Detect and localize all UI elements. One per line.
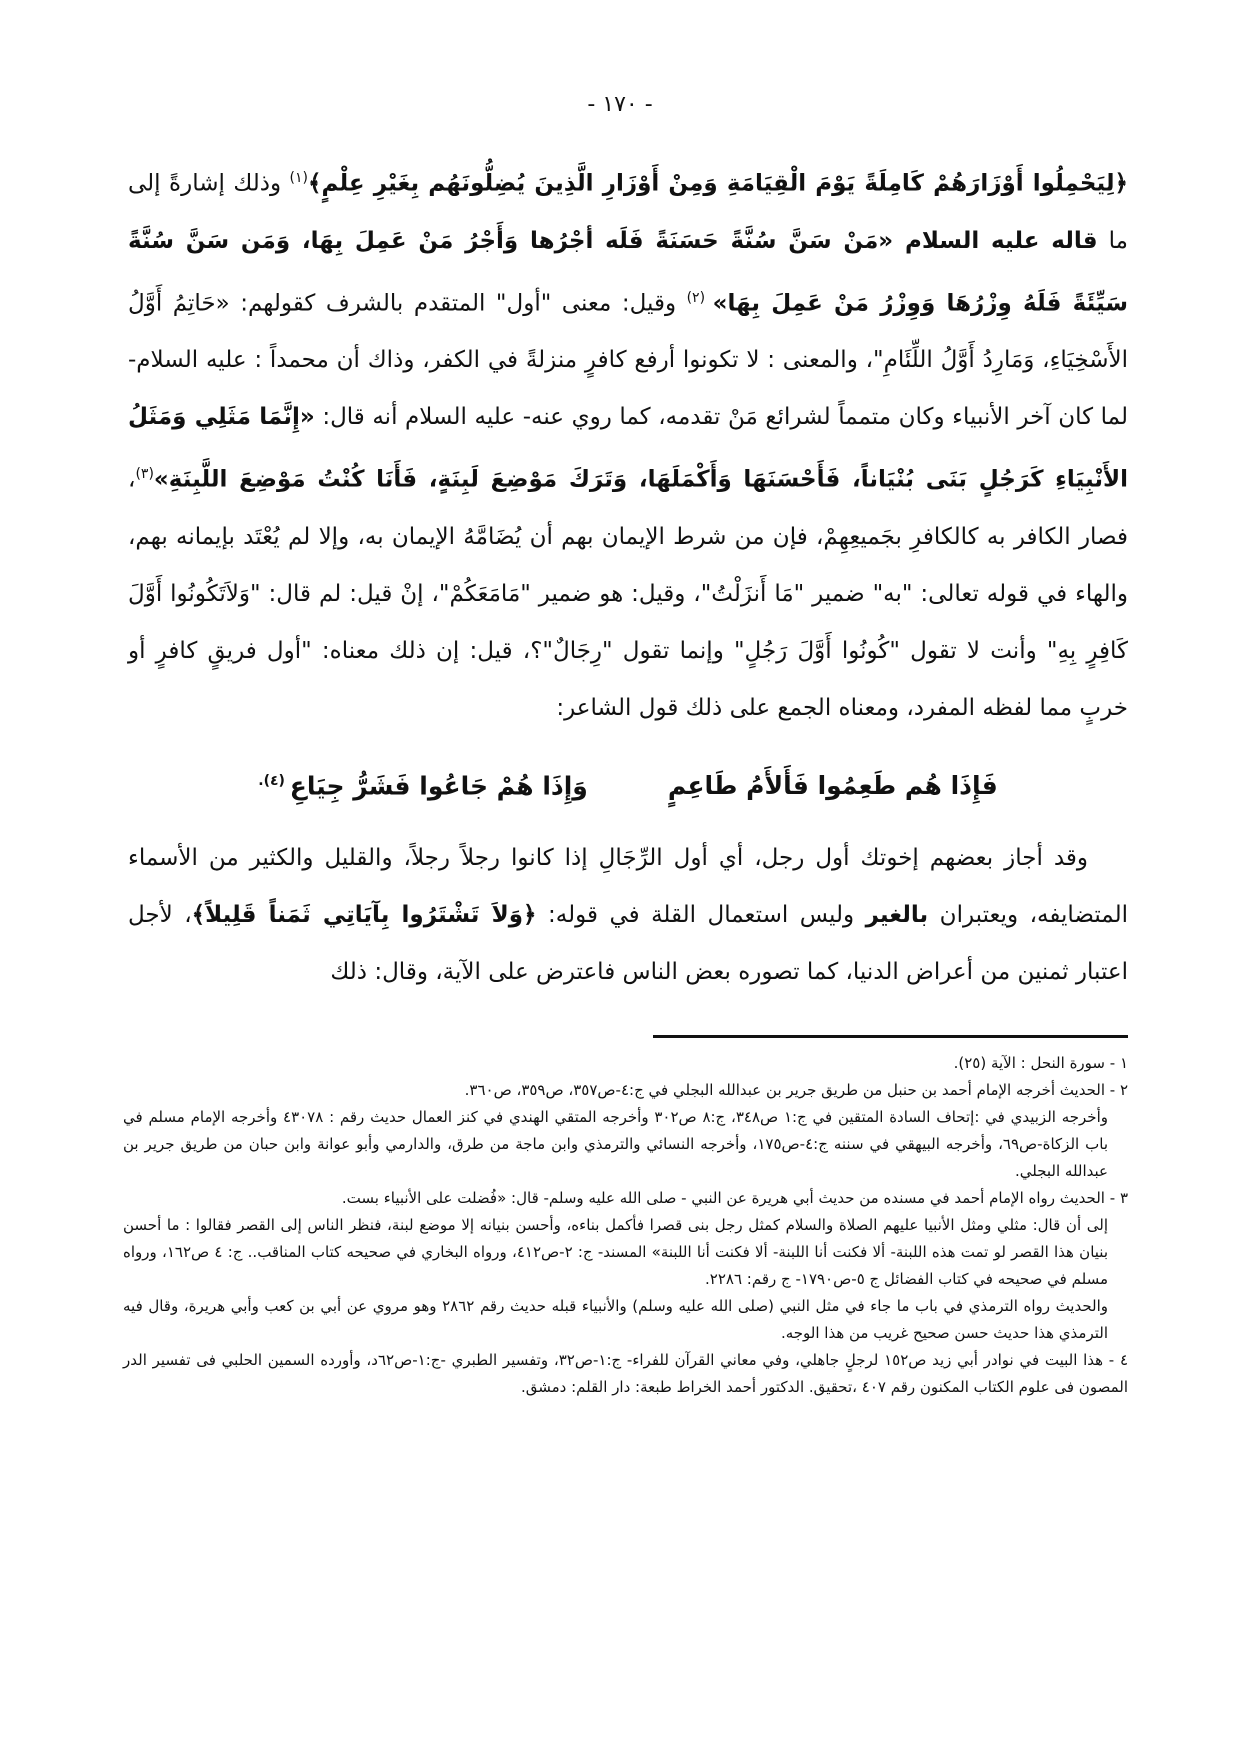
- footnotes: [123, 1050, 1128, 1401]
- body-text-segment: وليس استعمال القلة في قوله:: [536, 902, 866, 929]
- footnote-ref-2[interactable]: (٢): [686, 289, 713, 306]
- body-text-segment: وذلك إشارةً إلى ما: [128, 170, 1128, 254]
- quran-verse: ﴿لِيَحْمِلُوا أَوْزَارَهُمْ كَامِلَةً يَوْمَ الْقِيَامَةِ وَمِنْ أَوْزَارِ الَّذِينَ يُضِلُّونَهُم بِغَيْرِ عِلْمٍ﴾: [308, 170, 1128, 197]
- body-text-segment: ، لأجل اعتبار ثمنين من أعراض الدنيا، كما تصوره بعض الناس فاعترض على الآية، وقال: ذلك: [128, 902, 1128, 986]
- footnote-3-continuation: والحديث رواه الترمذي في باب ما جاء في مثل النبي (صلى الله عليه وسلم) والأنبياء قبله حديث رقم ٢٨٦٢ وهو مروي عن أبي بن كعب وأبي هريرة، وقال فيه الترمذي هذا حديث حسن صحيح غريب من هذا الوجه.: [123, 1297, 1109, 1342]
- footnote-ref-1[interactable]: (١): [289, 170, 309, 186]
- verse-second-hemistich: [258, 751, 588, 816]
- footnote-2-continuation: وأخرجه الزبيدي في :إتحاف السادة المتقين في ج:١ ص٣٤٨، ج:٨ ص٣٠٢ وأخرجه المتقي الهندي في كنز العمال حديث رقم : ٤٣٠٧٨ وأخرجه الإمام مسلم في باب الزكاة-ص٦٩، وأخرجه البيهقي في سننه ج:٤-ص١٧٥، وأخرجه النسائي والترمذي وابن ماجة من طرق، والدارمي وأبو عوانة وابن حبان من طريق جرير بن عبدالله البجلي.: [123, 1108, 1108, 1180]
- footnote-2: ٢ - الحديث أخرجه الإمام أحمد بن حنبل من طريق جرير بن عبدالله البجلي في ج:٤-ص٣٥٧، ص٣٥٩، ص٣٦٠.: [464, 1081, 1128, 1099]
- main-body: [128, 150, 1128, 1001]
- body-text-segment: وقيل: معنى "أول" المتقدم بالشرف كقولهم: «حَاتِمُ أَوَّلُ الأَسْخِيَاءِ، وَمَارِدُ أَوَّلُ اللِّئَامِ"، والمعنى : لا تكونوا أرفع كافرٍ منزلةً في الكفر، وذاك أن محمداً : عليه السلام- لما كان آخر الأنبياء وكان متمماً لشرائع مَنْ تقدمه، كما روي عنه- عليه السلام أنه قال:: [128, 290, 1128, 431]
- footnote-4: ٤ - هذا البيت في نوادر أبي زيد ص١٥٢ لرجلٍ جاهلي، وفي معاني القرآن للفراء- ج:١-ص٣٢، وتفسير الطبري -ج:١-ص٦٢د، وأورده السمين الحلبي فى تفسير الدر المصون فى علوم الكتاب المكنون رقم ٤٠٧ ،تحقيق. الدكتور أحمد الخراط طبعة: دار القلم: دمشق.: [123, 1351, 1128, 1396]
- paragraph-2: [128, 830, 1128, 1001]
- paragraph-1: [128, 150, 1128, 737]
- footnote-3: ٣ - الحديث رواه الإمام أحمد في مسنده من حديث أبي هريرة عن النبي - صلى الله عليه وسلم- قال: «فُضلت على الأنبياء بست.: [341, 1189, 1128, 1207]
- verse-first-hemistich: فَإِذَا هُم طَعِمُوا فَأَلأَمُ طَاعِمٍ: [667, 771, 998, 801]
- footnote-ref-4[interactable]: (٤).: [258, 772, 290, 789]
- body-text-segment: وقد أجاز بعضهم إخوتك أول رجل، أي أول الرِّجَالِ إذا كانوا رجلاً رجلاً، والقليل والكثير من الأسماء المتضايفه، ويعتبران: [128, 845, 1128, 929]
- footnote-separator: [653, 1035, 1128, 1038]
- footnote-ref-3[interactable]: (٣): [135, 466, 154, 483]
- body-text-segment: ، فصار الكافر به كالكافرِ بجَميعِهِمْ، فإن من شرط الإيمان بهم أن يُضَامَّهُ الإيمان به، وإلا لم يُعْتَد بإيمانه بهم، والهاء في قوله تعالى: "به" ضمير "مَا أَنزَلْتُ"، وقيل: هو ضمير "مَامَعَكُمْ"، إنْ قيل: لم قال: "وَلاَتَكُونُوا أَوَّلَ كَافِرٍ بِهِ" وأنت لا تقول "كُونُوا أَوَّلَ رَجُلٍ" وإنما تقول "رِجَالٌ"؟، قيل: إن ذلك معناه: "أول فريقٍ كافرٍ أو خربٍ مما لفظه المفرد، ومعناه الجمع على ذلك قول الشاعر:: [128, 466, 1128, 721]
- quran-verse: ﴿وَلاَ تَشْتَرُوا بِآيَاتِي ثَمَناً قَلِيلاً﴾: [191, 902, 537, 929]
- hadith-quote: «إِنَّمَا مَثَلِي وَمَثَلُ الأَنْبِيَاءِ كَرَجُلٍ بَنَى بُنْيَاناً، فَأَحْسَنَهَا وَأَكْمَلَهَا، وَتَرَكَ مَوْضِعَ لَبِنَةٍ، فَأَنَا كُنْتُ مَوْضِعَ اللَّبِنَةِ»: [128, 404, 1128, 493]
- footnote-1: ١ - سورة النحل : الآية (٢٥).: [953, 1054, 1128, 1072]
- verse-second-text: وَإِذَا هُمْ جَاعُوا فَشَرُّ جِيَاعِ: [289, 771, 588, 801]
- footnote-3-continuation: إلى أن قال: مثلي ومثل الأنبيا عليهم الصلاة والسلام كمثل رجل بنى قصرا فأكمل بناءه، وأحسن بنيانه إلا موضع لبنة، فنظر الناس إلى القصر فقالوا : ما أحسن بنيان هذا القصر لو تمت هذه اللبنة- ألا فكنت أنا اللبنة- ألا فكنت أنا اللبنة» المسند- ج: ٢-ص٤١٢، ورواه البخاري في صحيحه كتاب المناقب.. ج: ٤ ص١٦٢، ورواه مسلم في صحيحه في كتاب الفضائل ج ٥-ص١٧٩٠- ج رقم: ٢٢٨٦.: [123, 1216, 1108, 1288]
- emphasis-word: بالغير: [865, 902, 929, 929]
- page-number: - ١٧٠ -: [587, 92, 653, 117]
- hadith-quote: قاله عليه السلام «مَنْ سَنَّ سُنَّةً حَسَنَةً فَلَه أجْرُها وَأَجْرُ مَنْ عَمِلَ بِهَا، وَمَن سَنَّ سُنَّةً سَيِّئَةً فَلَهُ وِزْرُهَا وَوِزْرُ مَنْ عَمِلَ بِهَا»: [128, 227, 1128, 317]
- poetry-verse: [128, 751, 1128, 816]
